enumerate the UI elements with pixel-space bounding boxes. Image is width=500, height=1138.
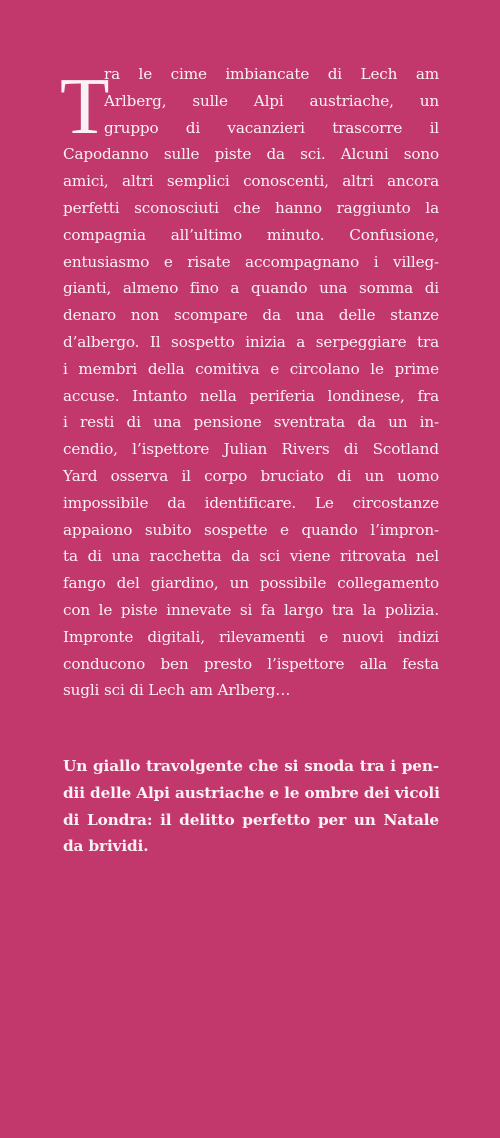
drop-cap-letter: T (60, 61, 110, 151)
synopsis-line: fango del giardino, un possibile collegamento (63, 574, 439, 593)
synopsis-line: impossibile da identificare. Le circostanze (63, 493, 439, 512)
synopsis-line: d’albergo. Il sospetto inizia a serpeggiare tra (63, 332, 439, 351)
synopsis-line: cendio, l’ispettore Julian Rivers di Scotland (63, 440, 439, 459)
synopsis-line: Capodanno sulle piste da sci. Alcuni sono (63, 145, 439, 164)
synopsis-line: accuse. Intanto nella periferia londinese, fra (63, 386, 439, 405)
synopsis-line: amici, altri semplici conoscenti, altri ancora (63, 172, 439, 191)
synopsis-line: ra le cime imbiancate di Lech am (104, 65, 439, 83)
synopsis-line: Impronte digitali, rilevamenti e nuovi indizi (63, 627, 439, 646)
synopsis-line: i resti di una pensione sventrata da un in- (63, 413, 439, 432)
tagline (63, 753, 439, 860)
tagline-line: da brividi. (63, 837, 149, 856)
synopsis-line: compagnia all’ultimo minuto. Confusione, (63, 225, 439, 244)
synopsis-line: denaro non scompare da una delle stanze (63, 306, 439, 325)
synopsis-line: conducono ben presto l’ispettore alla festa (63, 654, 439, 673)
tagline-line: Un giallo travolgente che si snoda tra i pen- (63, 757, 439, 775)
synopsis-line: Arlberg, sulle Alpi austriache, un (104, 91, 439, 110)
tagline-line: di Londra: il delitto perfetto per un Natale (63, 810, 439, 829)
synopsis-line: gruppo di vacanzieri trascorre il (104, 118, 439, 137)
synopsis-line: gianti, almeno fino a quando una somma di (63, 279, 439, 298)
synopsis-line: i membri della comitiva e circolano le prime (63, 359, 439, 378)
synopsis-line: entusiasmo e risate accompagnano i villeg- (63, 252, 439, 271)
synopsis-line: Yard osserva il corpo bruciato di un uomo (63, 466, 439, 485)
synopsis-line: ta di una racchetta da sci viene ritrovata nel (63, 547, 439, 566)
synopsis (60, 61, 439, 704)
tagline-line: dii delle Alpi austriache e le ombre dei vicoli (63, 783, 440, 802)
synopsis-line: con le piste innevate si fa largo tra la polizia. (63, 600, 439, 619)
synopsis-line: appaiono subito sospette e quando l’impron- (63, 520, 439, 539)
synopsis-line: sugli sci di Lech am Arlberg… (63, 681, 291, 700)
synopsis-line: perfetti sconosciuti che hanno raggiunto la (63, 198, 439, 217)
